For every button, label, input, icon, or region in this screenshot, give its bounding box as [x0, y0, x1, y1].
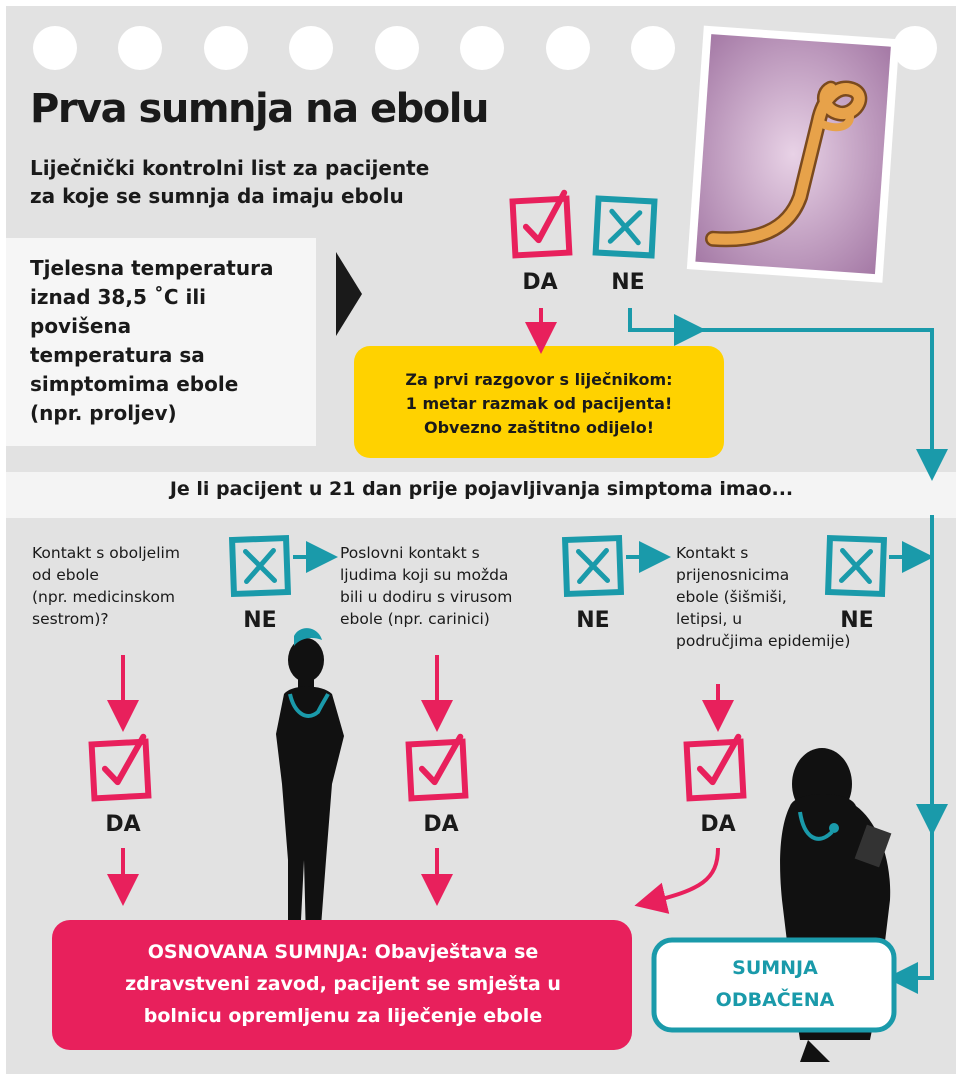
criterion-1-no-label: NE	[243, 608, 277, 633]
dismissed-outcome-text: SUMNJA ODBAČENA	[715, 957, 835, 1011]
criterion-1-text: Kontakt s oboljelim od ebole (npr. medicinskom sestrom)?	[32, 544, 180, 628]
criterion-3-yes-label: DA	[700, 812, 736, 837]
criterion-1-yes-label: DA	[105, 812, 141, 837]
criterion-3-text: Kontakt s prijenosnicima ebole (šišmiši, letipsi, u područjima epidemije)	[676, 544, 851, 650]
page-title: Prva sumnja na ebolu	[30, 86, 488, 132]
top-no-label: NE	[611, 270, 645, 295]
criterion-2-yes-label: DA	[423, 812, 459, 837]
criterion-3-no-label: NE	[840, 608, 874, 633]
criterion-2-no-label: NE	[576, 608, 610, 633]
note-text: Za prvi razgovor s liječnikom: 1 metar razmak od pacijenta! Obvezno zaštitno odijelo!	[405, 370, 673, 437]
question-text: Je li pacijent u 21 dan prije pojavljivanja simptoma imao...	[169, 478, 794, 500]
page-subtitle: Liječnički kontrolni list za pacijente za koje se sumnja da imaju ebolu	[30, 156, 430, 208]
confirmed-outcome-text: OSNOVANA SUMNJA: Obavještava se zdravstveni zavod, pacijent se smješta u bolnicu opremljenu za liječenje ebole	[125, 941, 561, 1027]
ebola-virus-image	[687, 26, 900, 283]
top-yes-label: DA	[522, 270, 558, 295]
criterion-2-text: Poslovni kontakt s ljudima koji su možda bili u dodiru s virusom ebole (npr. carinici)	[340, 544, 513, 628]
temperature-condition: Tjelesna temperatura iznad 38,5 ˚C ili povišena temperatura sa simptomima ebole (npr. proljev)	[30, 256, 274, 425]
